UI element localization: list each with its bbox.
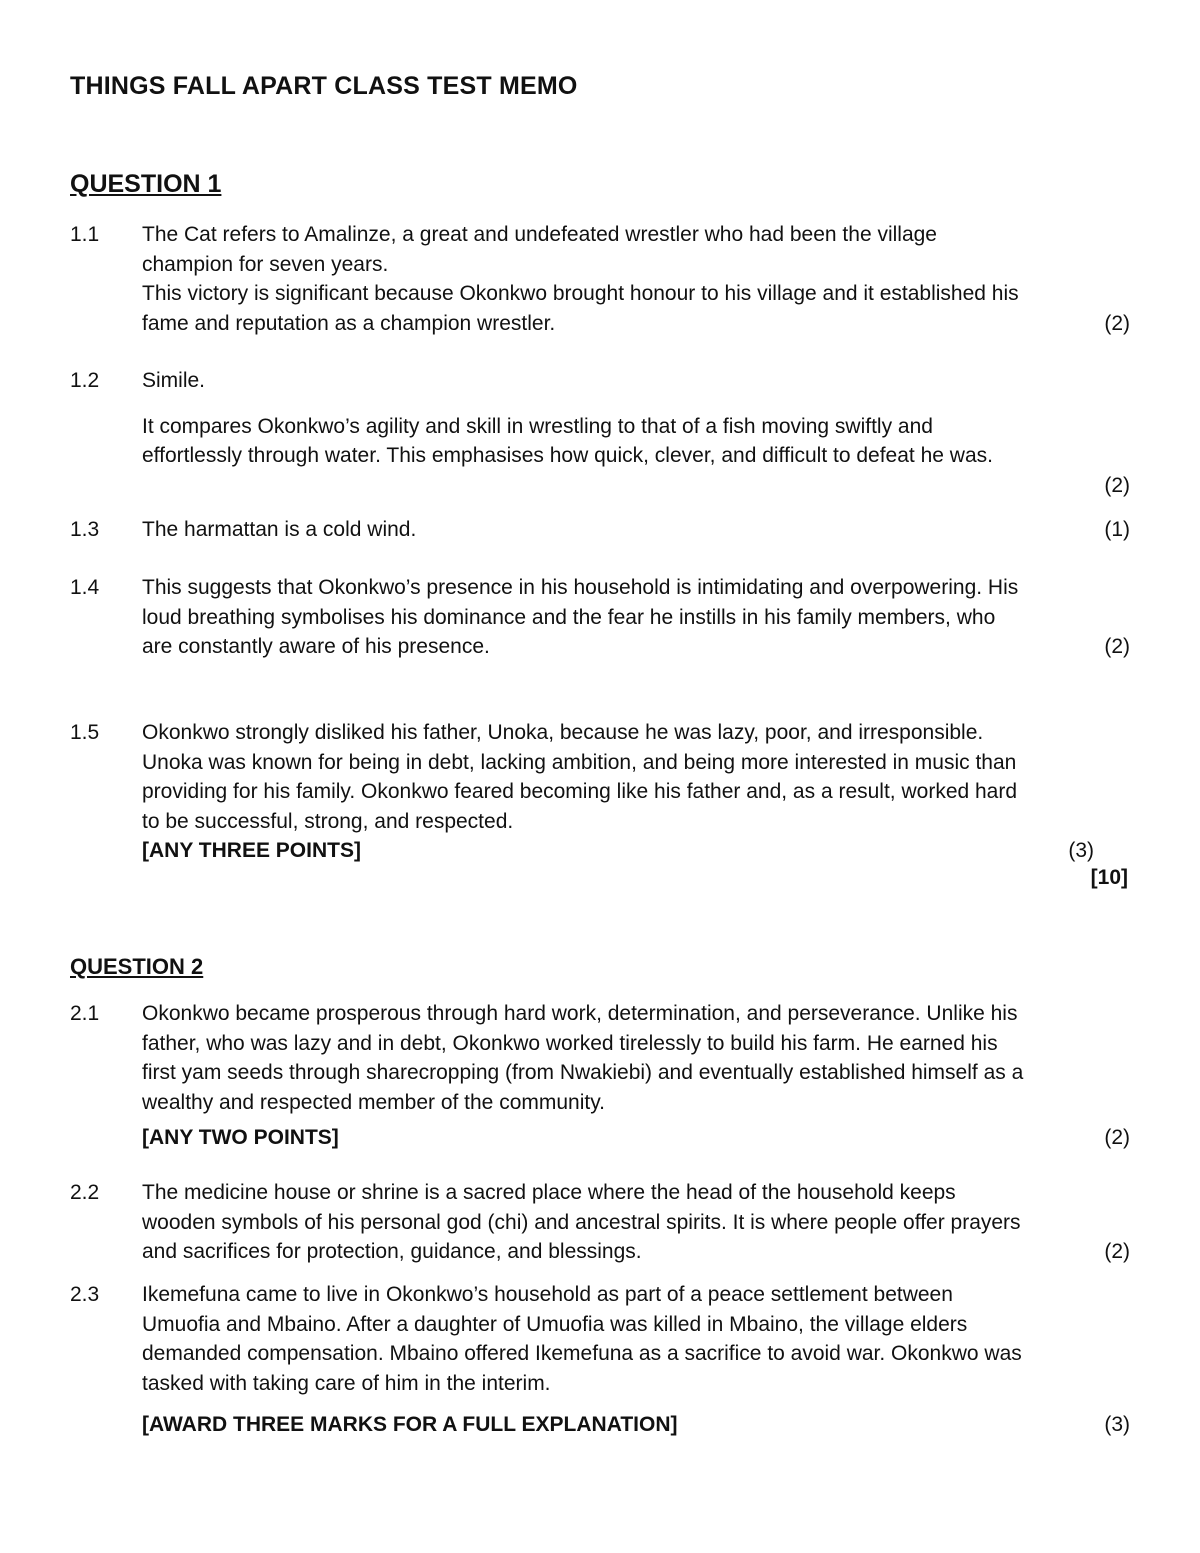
- answer-number: 1.4: [70, 576, 100, 599]
- answer-number: 1.3: [70, 518, 100, 541]
- answer-number: 2.2: [70, 1181, 100, 1204]
- mark-allocation: (2): [1104, 635, 1130, 658]
- answer-line: Simile.: [142, 369, 206, 392]
- answer-line: Okonkwo became prosperous through hard work, determination, and perseverance. Unlike his: [142, 1002, 1018, 1025]
- mark-allocation: (2): [1104, 473, 1130, 497]
- answer-text: [142, 1280, 1130, 1440]
- answer-line: [142, 836, 1130, 866]
- answer-line: [142, 1410, 1130, 1440]
- question-1-heading: QUESTION 1: [70, 170, 222, 198]
- answer-line: [142, 1237, 1130, 1267]
- answer-line: [142, 1123, 1130, 1153]
- document-title: THINGS FALL APART CLASS TEST MEMO: [70, 72, 578, 100]
- mark-allocation: (2): [1104, 1126, 1130, 1149]
- answer-line: wooden symbols of his personal god (chi) and ancestral spirits. It is where people offer prayers: [142, 1210, 1021, 1234]
- answer-line: father, who was lazy and in debt, Okonkwo worked tirelessly to build his farm. He earned his: [142, 1031, 998, 1055]
- answer-line-text: The harmattan is a cold wind.: [142, 518, 417, 541]
- answer-line: to be successful, strong, and respected.: [142, 809, 514, 833]
- answer-line: providing for his family. Okonkwo feared becoming like his father and, as a result, worked hard: [142, 780, 1018, 803]
- answer-line: Umuofia and Mbaino. After a daughter of Umuofia was killed in Mbaino, the village elders: [142, 1312, 968, 1336]
- answer-line-text: are constantly aware of his presence.: [142, 635, 490, 658]
- answer-text: [142, 573, 1130, 662]
- answer-line: tasked with taking care of him in the interim.: [142, 1371, 551, 1395]
- answer-line: Ikemefuna came to live in Okonkwo’s household as part of a peace settlement between: [142, 1283, 953, 1306]
- answer-line: loud breathing symbolises his dominance and the fear he instills in his family members, who: [142, 605, 996, 629]
- answer-line: Unoka was known for being in debt, lacking ambition, and being more interested in music than: [142, 750, 1017, 774]
- answer-line: champion for seven years.: [142, 252, 389, 276]
- answer-text: [142, 366, 1130, 500]
- marking-instruction: [AWARD THREE MARKS FOR A FULL EXPLANATION]: [142, 1413, 678, 1436]
- answer-line: wealthy and respected member of the community.: [142, 1090, 605, 1114]
- answer-line: This victory is significant because Okonkwo brought honour to his village and it established his: [142, 282, 1019, 305]
- mark-allocation: (2): [1104, 1240, 1130, 1263]
- mark-allocation: (1): [1104, 518, 1130, 541]
- answer-line: This suggests that Okonkwo’s presence in his household is intimidating and overpowering. His: [142, 576, 1019, 599]
- question-2-heading: QUESTION 2: [70, 954, 204, 979]
- answer-text: [142, 515, 1130, 545]
- answer-number: 1.5: [70, 721, 100, 744]
- answer-number: 2.3: [70, 1283, 100, 1306]
- answer-line: Okonkwo strongly disliked his father, Unoka, because he was lazy, poor, and irresponsible.: [142, 721, 984, 744]
- mark-allocation: (2): [1104, 311, 1130, 335]
- answer-line: It compares Okonkwo’s agility and skill in wrestling to that of a fish moving swiftly and: [142, 414, 933, 438]
- answer-line: [142, 471, 1130, 501]
- answer-line: The Cat refers to Amalinze, a great and undefeated wrestler who had been the village: [142, 223, 937, 246]
- answer-line: effortlessly through water. This emphasises how quick, clever, and difficult to defeat he was.: [142, 444, 993, 467]
- marking-instruction: [ANY THREE POINTS]: [142, 839, 361, 862]
- answer-line-text: and sacrifices for protection, guidance, and blessings.: [142, 1240, 642, 1263]
- answer-text: [142, 999, 1130, 1153]
- question-1-total: [10]: [1090, 866, 1128, 889]
- answer-line: demanded compensation. Mbaino offered Ikemefuna as a sacrifice to avoid war. Okonkwo was: [142, 1342, 1022, 1365]
- answer-line: [142, 632, 1130, 662]
- answer-text: [142, 1178, 1130, 1267]
- marking-instruction: [ANY TWO POINTS]: [142, 1126, 339, 1149]
- answer-text: [142, 220, 1130, 338]
- answer-line: The medicine house or shrine is a sacred place where the head of the household keeps: [142, 1181, 956, 1204]
- answer-line: first yam seeds through sharecropping (from Nwakiebi) and eventually established himself as a: [142, 1061, 1024, 1084]
- answer-number: 2.1: [70, 1002, 100, 1025]
- mark-allocation: (3): [1104, 1413, 1130, 1436]
- answer-line: [142, 309, 1130, 339]
- answer-line-text: fame and reputation as a champion wrestler.: [142, 311, 556, 335]
- answer-number: 1.2: [70, 369, 100, 392]
- answer-number: 1.1: [70, 223, 100, 246]
- answer-line: [142, 515, 1130, 545]
- answer-text: [142, 718, 1130, 866]
- mark-allocation: (3): [1068, 839, 1094, 862]
